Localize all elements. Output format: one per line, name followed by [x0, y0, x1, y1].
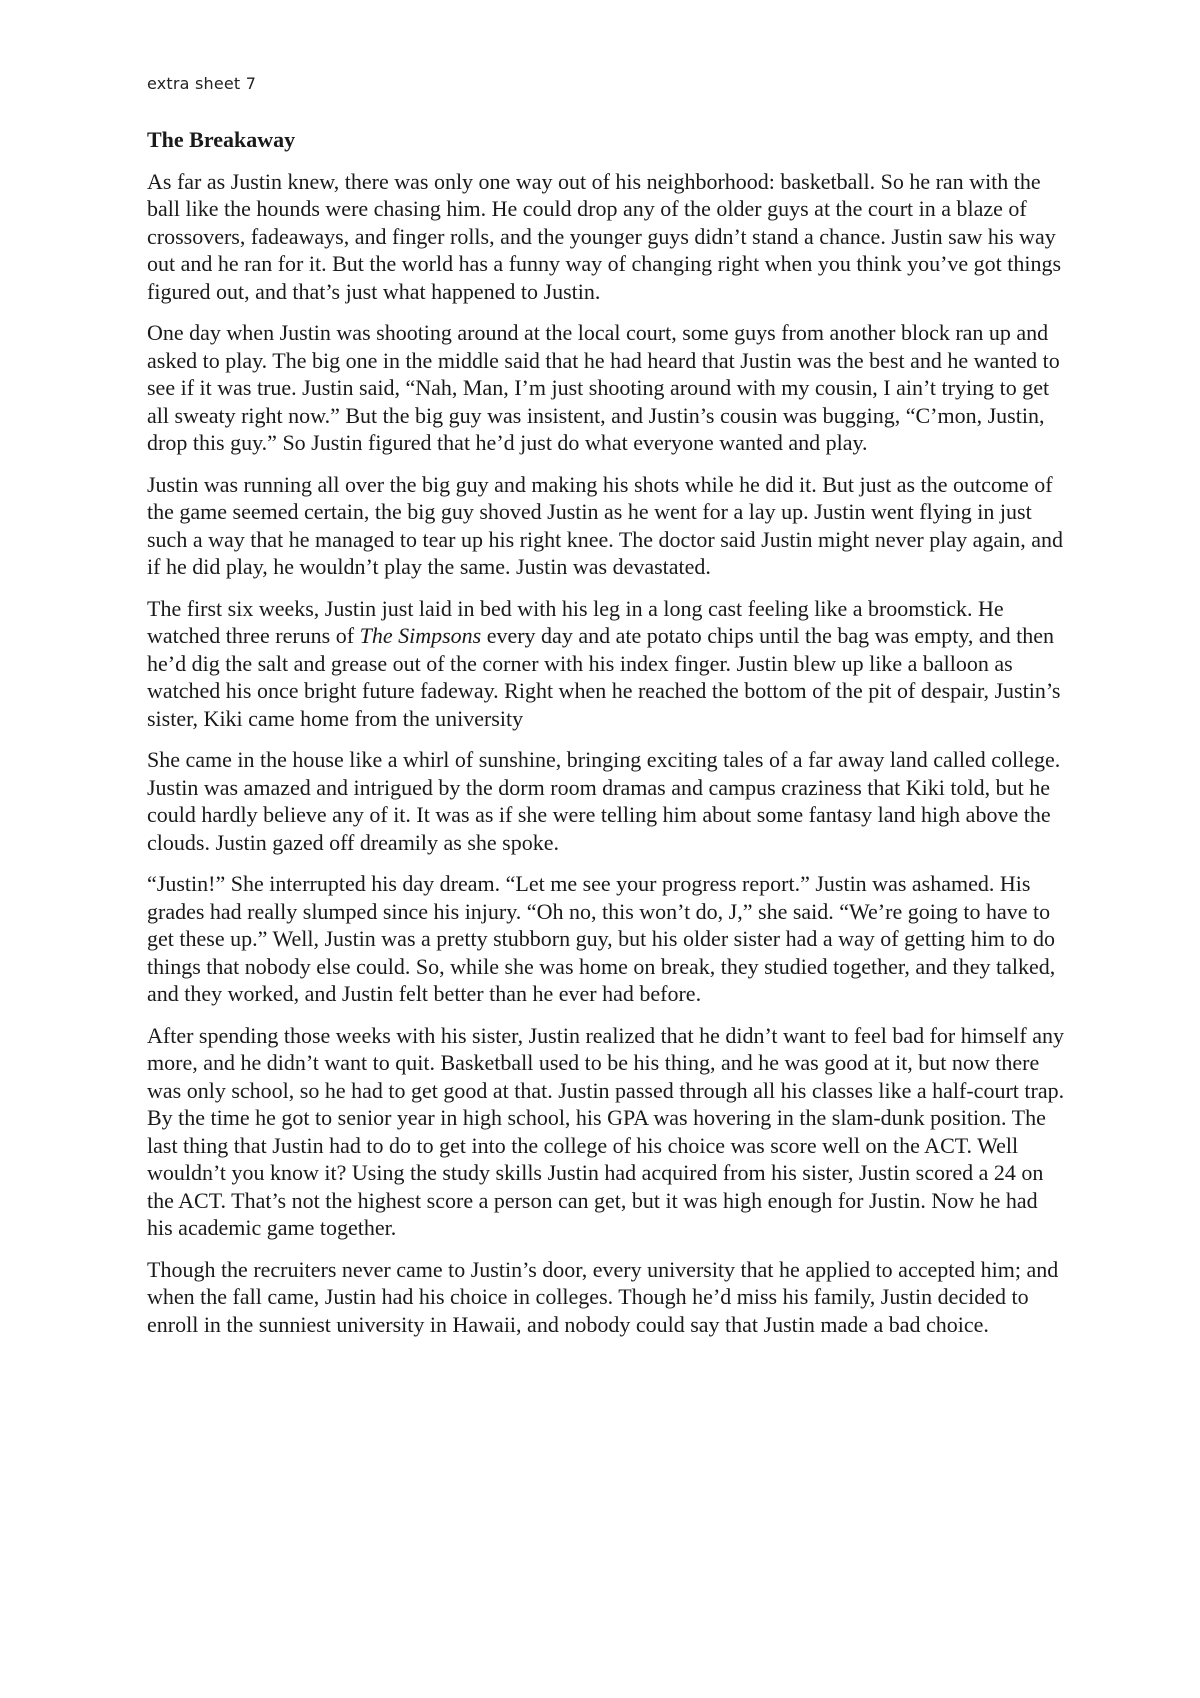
show-title-italic: The Simpsons [359, 623, 482, 648]
sheet-label: extra sheet 7 [147, 74, 257, 93]
paragraph-2: One day when Justin was shooting around at the local court, some guys from another block ran up and asked to play. The big one in the middle said that he had heard that Justin was the best and he wanted to see if it was true. Justin said, “Nah, Man, I’m just shooting around with my cousin, I ain’t trying to get all sweaty right now.” But the big guy was insistent, and Justin’s cousin was bugging, “C’mon, Justin, drop this guy.” So Justin figured that he’d just do what everyone wanted and play. [147, 320, 1060, 455]
paragraph-4 [147, 595, 1067, 733]
story-title: The Breakaway [147, 127, 296, 152]
story-body [147, 126, 1067, 1352]
paragraph-3: Justin was running all over the big guy and making his shots while he did it. But just as the outcome of the game seemed certain, the big guy shoved Justin as he went for a lay up. Justin went flying in just such a way that he managed to tear up his right knee. The doctor said Justin might never play again, and if he did play, he wouldn’t play the same. Justin was devastated. [147, 471, 1064, 579]
paragraph-4-text-a: The first six weeks, Justin just laid in bed with his leg in a long cast feeling like a broomstick. He watched three reruns of [147, 595, 1004, 648]
paragraph-1: As far as Justin knew, there was only one way out of his neighborhood: basketball. So he ran with the ball like the hounds were chasing him. He could drop any of the older guys at the court in a blaze of crossovers, fadeaways, and finger rolls, and the younger guys didn’t stand a chance. Justin saw his way out and he ran for it. But the world has a funny way of changing right when you think you’ve got things figured out, and that’s just what happened to Justin. [147, 168, 1062, 304]
paragraph-7: After spending those weeks with his sister, Justin realized that he didn’t want to feel bad for himself any more, and he didn’t want to quit. Basketball used to be his thing, and he was good at it, but now there was only school, so he had to get good at that. Justin passed through all his classes like a half-court trap. By the time he got to senior year in high school, his GPA was hovering in the slam-dunk position. The last thing that Justin had to do to get into the college of his choice was score well on the ACT. Well wouldn’t you know it? Using the study skills Justin had acquired from his sister, Justin scored a 24 on the ACT. That’s not the highest score a person can get, but it was high enough for Justin. Now he had his academic game together. [147, 1022, 1065, 1240]
paragraph-5: She came in the house like a whirl of sunshine, bringing exciting tales of a far away land called college. Justin was amazed and intrigued by the dorm room dramas and campus craziness that Kiki told, but he could hardly believe any of it. It was as if she were telling him about some fantasy land high above the clouds. Justin gazed off dreamily as she spoke. [147, 747, 1061, 855]
paragraph-6: “Justin!” She interrupted his day dream. “Let me see your progress report.” Justin was ashamed. His grades had really slumped since his injury. “Oh no, this won’t do, J,” she said. “We’re going to have to get these up.” Well, Justin was a pretty stubborn guy, but his older sister had a way of getting him to do things that nobody else could. So, while she was home on break, they studied together, and they talked, and they worked, and Justin felt better than he ever had before. [147, 871, 1056, 1006]
paragraph-8: Though the recruiters never came to Justin’s door, every university that he applied to accepted him; and when the fall came, Justin had his choice in colleges. Though he’d miss his family, Justin decided to enroll in the sunniest university in Hawaii, and nobody could say that Justin made a bad choice. [147, 1256, 1059, 1337]
paragraph-4-text-b: every day and ate potato chips until the bag was empty, and then he’d dig the salt and grease out of the corner with his index finger. Justin blew up like a balloon as watched his once bright future fadeway. Right when he reached the bottom of the pit of despair, Justin’s sister, Kiki came home from the university [147, 623, 1061, 731]
